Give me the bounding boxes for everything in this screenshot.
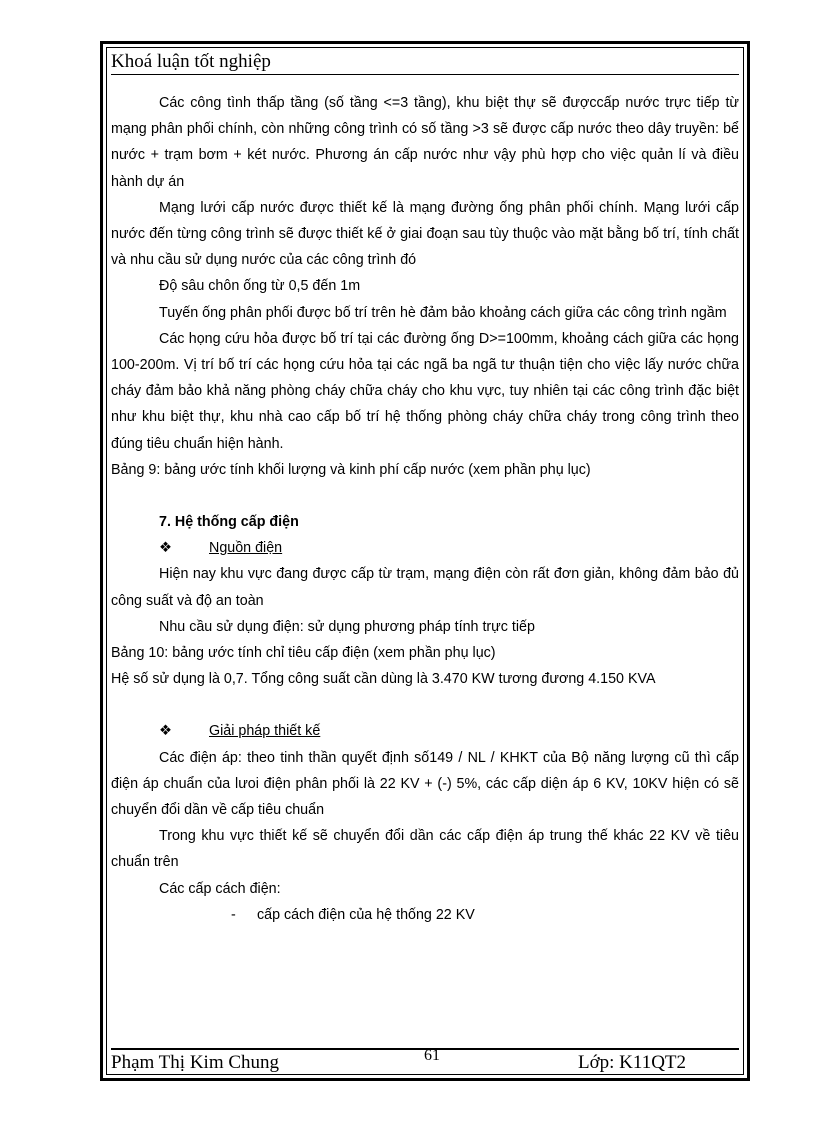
- dash-item-label: cấp cách điện của hệ thống 22 KV: [257, 906, 475, 923]
- dash-item-insulation-22kv: [111, 902, 739, 928]
- bullet-power-source: [111, 535, 739, 561]
- paragraph-voltage-conversion: Trong khu vực thiết kế sẽ chuyển đổi dần các cấp điện áp trung thế khác 22 KV về tiêu chuẩn trên: [111, 828, 739, 871]
- footer-author-name: Phạm Thị Kim Chung: [111, 1052, 280, 1073]
- header-rule: [111, 74, 739, 75]
- paragraph-insulation-levels: Các cấp cách điện:: [159, 880, 281, 897]
- bullet-power-source-label: Nguồn điện: [209, 540, 283, 557]
- paragraph-table-9: Bảng 9: bảng ước tính khối lượng và kinh phí cấp nước (xem phần phụ lục): [111, 461, 591, 478]
- document-body: [111, 90, 739, 928]
- paragraph-voltage-levels: Các điện áp: theo tinh thần quyết định số149 / NL / KHKT của Bộ năng lượng cũ thì cấp điện áp chuẩn của lưoi điện phân phối là 22 KV + (-) 5%, các cấp diện áp 6 KV, 10KV hiện có sẽ chuyển đổi dần về cấp tiêu chuẩn: [111, 749, 739, 819]
- paragraph-table-10: Bảng 10: bảng ước tính chỉ tiêu cấp điện (xem phần phụ lục): [111, 645, 496, 662]
- diamond-bullet-icon: ❖: [159, 723, 172, 740]
- paragraph-usage-factor: Hệ số sử dụng là 0,7. Tổng công suất cần dùng là 3.470 KW tương đương 4.150 KVA: [111, 671, 656, 688]
- blank-line: [111, 692, 739, 718]
- header-title: Khoá luận tốt nghiệp: [111, 51, 271, 72]
- paragraph-water-network: Mạng lưới cấp nước được thiết kế là mạng đường ống phân phối chính. Mạng lưới cấp nước đến từng công trình sẽ được thiết kế ở giai đoạn sau tùy thuộc vào mặt bằng bố trí, tính chất và nhu cầu sử dụng nước của các công trình đó: [111, 199, 739, 269]
- bullet-design-solution-label: Giải pháp thiết kế: [209, 723, 321, 740]
- section-heading-power-supply: 7. Hệ thống cấp điện: [159, 514, 299, 531]
- paragraph-water-supply-low-rise: Các công tình thấp tầng (số tầng <=3 tầng), khu biệt thự sẽ đượccấp nước trực tiếp từ mạng phân phối chính, còn những công trình có số tầng >3 sẽ được cấp nước theo dây truyền: bể nước + trạm bơm + két nước. Phương án cấp nước như vậy phù hợp cho việc quản lí và điều hành dự án: [111, 95, 739, 190]
- bullet-design-solution: [111, 718, 739, 744]
- diamond-bullet-icon: ❖: [159, 540, 172, 557]
- dash-bullet: -: [231, 906, 236, 923]
- paragraph-pipe-depth: Độ sâu chôn ống từ 0,5 đến 1m: [159, 278, 361, 295]
- page-number: 61: [424, 1047, 440, 1064]
- paragraph-current-power: Hiện nay khu vực đang được cấp từ trạm, mạng điện còn rất đơn giản, không đảm bảo đủ công suất và độ an toàn: [111, 566, 739, 609]
- paragraph-fire-hydrants: Các họng cứu hỏa được bố trí tại các đường ống D>=100mm, khoảng cách giữa các họng 100-200m. Vị trí bố trí các họng cứu hỏa tại các ngã ba ngã tư thuận tiện cho việc lấy nước chữa cháy đảm bảo khả năng phòng cháy chữa cháy cho khu vực, tuy nhiên tại các công trình đặc biệt như khu biệt thự, khu nhà cao cấp bố trí hệ thống phòng cháy chữa cháy trong công trình theo đúng tiêu chuẩn hiện hành.: [111, 330, 739, 452]
- paragraph-power-demand: Nhu cầu sử dụng điện: sử dụng phương pháp tính trực tiếp: [159, 618, 535, 635]
- paragraph-pipe-route: Tuyến ống phân phối được bố trí trên hè đảm bảo khoảng cách giữa các công trình ngầm: [159, 304, 727, 321]
- footer-class: Lớp: K11QT2: [578, 1052, 687, 1073]
